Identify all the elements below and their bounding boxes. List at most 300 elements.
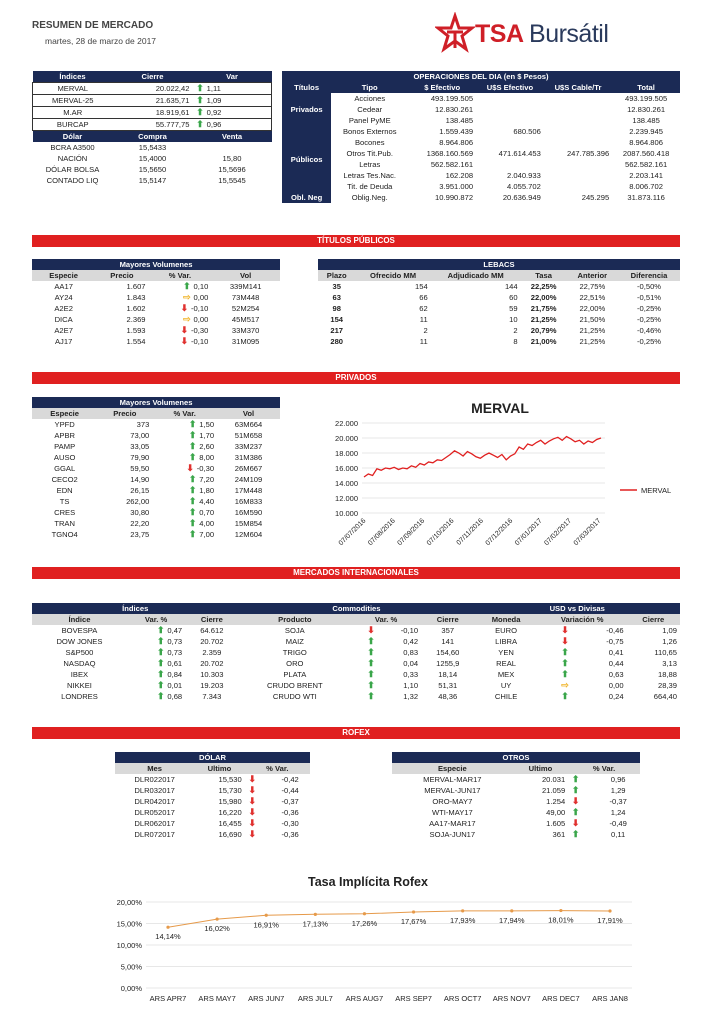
- table-row: [392, 807, 640, 818]
- col-header: Cierre: [627, 614, 680, 625]
- especie: AUSO: [53, 453, 76, 462]
- op-cable: [544, 181, 612, 192]
- arrow-cell: [245, 796, 271, 807]
- dolar-venta: 15,80: [222, 154, 242, 163]
- col-header: % Var.: [152, 408, 217, 419]
- ofrecido: 154: [415, 282, 428, 291]
- var: -0,49: [609, 819, 627, 828]
- arrow-up-icon: ⬆: [571, 829, 580, 839]
- group-title: USD vs Divisas: [474, 603, 680, 614]
- index-var: ⬆ 1,09: [196, 95, 222, 105]
- section-titulos-publicos: TÍTULOS PÚBLICOS: [32, 235, 680, 247]
- precio: 2.369: [126, 315, 146, 324]
- ultimo: 21.059: [541, 786, 566, 795]
- arrow-down-icon: ⬇: [248, 807, 256, 817]
- precio: 73,00: [130, 431, 150, 440]
- adjudicado: 10: [509, 315, 518, 324]
- op-total: 493.199.505: [624, 94, 668, 103]
- index-name: M.AR: [63, 108, 83, 117]
- table-header: [318, 270, 680, 281]
- table-row: [392, 785, 640, 796]
- indice: NIKKEI: [67, 681, 92, 690]
- moneda: YEN: [498, 648, 514, 657]
- indice-cierre: 20.702: [200, 637, 224, 646]
- arrow-up-icon: ⬆: [367, 691, 375, 701]
- dolar-venta: 15,5545: [218, 176, 246, 185]
- var: ⬆ 0,70: [188, 507, 215, 517]
- x-tick-label: ARS JUL7: [297, 994, 333, 1003]
- col-header: Precio: [97, 408, 152, 419]
- table-row: [32, 507, 280, 518]
- op-tipo: Bocones: [354, 138, 385, 147]
- table-row: [33, 83, 272, 95]
- op-cable: [544, 93, 612, 104]
- data-label: 18,01%: [548, 915, 574, 925]
- arrow-down-icon: ⬇: [571, 818, 580, 828]
- col-header: Venta: [193, 131, 272, 143]
- op-cable: [544, 126, 612, 137]
- especie: DLR052017: [134, 808, 175, 817]
- table-row: [33, 107, 272, 119]
- x-tick-label: ARS APR7: [149, 994, 187, 1003]
- table-row: [32, 314, 280, 325]
- producto-var: 0,04: [403, 659, 419, 668]
- prod-arrow: [351, 625, 378, 636]
- table-row: [282, 181, 680, 192]
- col-header: Var: [193, 71, 272, 83]
- table-row: [32, 430, 280, 441]
- arrow-down-icon: ⬇: [367, 625, 375, 635]
- vol: 52M254: [231, 304, 260, 313]
- col-header: Cierre: [113, 71, 193, 83]
- col-header: Títulos: [282, 82, 331, 93]
- arrow-cell: [568, 774, 596, 785]
- op-tipo: Cedear: [357, 105, 383, 114]
- tasa: 22,00%: [530, 293, 557, 302]
- group-label: Públicos: [282, 126, 331, 192]
- arrow-right-icon: ⇨: [183, 292, 191, 302]
- col-header: Ultimo: [194, 763, 244, 774]
- vol: 12M604: [234, 530, 263, 539]
- col-header: Dólar: [33, 131, 113, 143]
- table-row: [32, 336, 280, 347]
- precio: 1.607: [126, 282, 146, 291]
- precio: 59,50: [130, 464, 150, 473]
- table-header: [392, 763, 640, 774]
- op-efectivo: 3.951.000: [439, 182, 474, 191]
- op-cable: [544, 159, 612, 170]
- data-point: [265, 914, 268, 917]
- col-header: Vol: [217, 408, 280, 419]
- x-tick-label: ARS JAN8: [592, 994, 628, 1003]
- dolar-name: CONTADO LIQ: [46, 176, 99, 185]
- logo-star-icon: [435, 12, 475, 60]
- diferencia: -0,50%: [637, 282, 662, 291]
- data-point: [314, 913, 317, 916]
- x-tick-label: ARS MAY7: [198, 994, 236, 1003]
- especie: WTI-MAY17: [431, 808, 473, 817]
- op-cable: [544, 170, 612, 181]
- x-tick-label: ARS OCT7: [443, 994, 482, 1003]
- y-tick-label: 20.000: [335, 434, 358, 443]
- dolar-name: NACIÓN: [57, 154, 88, 163]
- internacionales-table: [32, 603, 680, 702]
- table-row: [32, 325, 280, 336]
- producto: TRIGO: [282, 648, 307, 657]
- arrow-up-icon: ⬆: [156, 669, 165, 679]
- arrow-cell: [568, 829, 596, 840]
- op-total: 2087.560.418: [622, 149, 670, 158]
- col-header: Adjudicado MM: [431, 270, 521, 281]
- anterior: 22,00%: [579, 304, 606, 313]
- col-header: Anterior: [567, 270, 618, 281]
- tasa: 20,79%: [530, 326, 557, 335]
- col-header: Producto: [239, 614, 352, 625]
- var: -0,44: [281, 786, 299, 795]
- table-row: [282, 126, 680, 137]
- op-cable: 245.295: [581, 193, 610, 202]
- table-title: DÓLAR: [115, 752, 310, 763]
- vol: 33M370: [231, 326, 260, 335]
- producto: MAIZ: [285, 637, 304, 646]
- op-tipo: Bonos Externos: [342, 127, 397, 136]
- data-point: [166, 926, 169, 929]
- vol: 24M109: [234, 475, 263, 484]
- y-tick-label: 22.000: [335, 419, 358, 428]
- precio: 1.554: [126, 337, 146, 346]
- arrow-up-icon: ⬆: [188, 518, 197, 528]
- indice: BOVESPA: [61, 626, 98, 635]
- table-row: [32, 518, 280, 529]
- var: 0,11: [611, 830, 626, 839]
- table-row: [282, 137, 680, 148]
- dolar-compra: 15,4000: [138, 154, 167, 163]
- table-row: [282, 192, 680, 203]
- op-usd: [476, 115, 544, 126]
- op-efectivo: 10.990.872: [435, 193, 474, 202]
- col-header: Variación %: [538, 614, 627, 625]
- especie: DICA: [54, 315, 73, 324]
- data-point: [608, 909, 611, 912]
- arrow-up-icon: ⬆: [367, 647, 375, 657]
- especie: DLR072017: [134, 830, 175, 839]
- arrow-down-icon: ⬇: [248, 818, 256, 828]
- arrow-down-icon: ⬇: [561, 636, 569, 646]
- table-row: [32, 496, 280, 507]
- data-point: [510, 909, 513, 912]
- tasa-implicita-chart: [100, 868, 660, 1018]
- moneda: REAL: [496, 659, 517, 668]
- op-cable: 247.785.396: [566, 149, 610, 158]
- moneda: UY: [500, 681, 512, 690]
- ultimo: 20.031: [541, 775, 566, 784]
- op-total: 8.964.806: [629, 138, 663, 147]
- var: 1,24: [610, 808, 626, 817]
- group-title: Commodities: [239, 603, 475, 614]
- x-tick-label: 07/01/2017: [513, 517, 544, 548]
- var: 0,96: [610, 775, 626, 784]
- moneda-cierre: 664,40: [653, 692, 677, 701]
- chart-title: MERVAL: [471, 400, 529, 416]
- col-header: Vol: [211, 270, 280, 281]
- table-title: OTROS: [392, 752, 640, 763]
- op-usd: 2.040.933: [507, 171, 541, 180]
- col-header: Plazo: [318, 270, 355, 281]
- x-tick-label: ARS SEP7: [395, 994, 432, 1003]
- var: -0,36: [281, 808, 299, 817]
- op-cable: [544, 104, 612, 115]
- table-row: [282, 115, 680, 126]
- table-row: [392, 818, 640, 829]
- precio: 79,90: [130, 453, 150, 462]
- operaciones-header: [282, 82, 680, 93]
- logo-bursatil: Bursátil: [529, 20, 609, 48]
- arrow-cell: [245, 829, 271, 840]
- precio: 1.843: [126, 293, 146, 302]
- col-header: Total: [612, 82, 680, 93]
- x-tick-label: ARS JUN7: [248, 994, 285, 1003]
- moneda-var: 0,00: [608, 681, 624, 690]
- rofex-dolar-table: [115, 752, 310, 840]
- precio: 26,15: [130, 486, 150, 495]
- indice-var: ⬆ 0,84: [156, 669, 183, 679]
- vol: 51M658: [234, 431, 263, 440]
- arrow-up-icon: ⬆: [188, 441, 197, 451]
- vol: 16M590: [234, 508, 263, 517]
- indice: S&P500: [65, 648, 94, 657]
- especie: CECO2: [51, 475, 78, 484]
- op-efectivo: 1368.160.569: [426, 149, 474, 158]
- table-row: [115, 785, 310, 796]
- especie: APBR: [54, 431, 75, 440]
- prod-arrow: [351, 658, 378, 669]
- data-label: 17,26%: [351, 918, 378, 928]
- col-header: Cierre: [185, 614, 238, 625]
- vol: 63M664: [234, 420, 263, 429]
- legend-label: MERVAL: [641, 486, 672, 495]
- x-tick-label: 07/07/2016: [337, 517, 368, 548]
- op-total: 8.006.702: [629, 182, 663, 191]
- producto-var: 1,32: [403, 692, 419, 701]
- ofrecido: 62: [419, 304, 428, 313]
- precio: 22,20: [130, 519, 150, 528]
- indice: IBEX: [70, 670, 89, 679]
- x-tick-label: 07/08/2016: [367, 517, 397, 548]
- indice-var: ⬆ 0,68: [156, 691, 183, 701]
- indice-cierre: 10.303: [200, 670, 224, 679]
- especie: MERVAL-JUN17: [424, 786, 481, 795]
- arrow-up-icon: ⬆: [188, 485, 197, 495]
- adjudicado: 144: [504, 282, 518, 291]
- arrow-up-icon: ⬆: [188, 419, 197, 429]
- precio: 33,05: [130, 442, 150, 451]
- dolar-venta: 15,5696: [218, 165, 246, 174]
- data-point: [363, 912, 366, 915]
- table-row: [282, 148, 680, 159]
- arrow-down-icon: ⬇: [180, 325, 189, 335]
- moneda-var: -0,75: [606, 637, 624, 646]
- op-tipo: Otros Tit.Pub.: [346, 149, 393, 158]
- arrow-up-icon: ⬆: [183, 281, 191, 291]
- arrow-up-icon: ⬆: [367, 658, 375, 668]
- anterior: 21,50%: [579, 315, 606, 324]
- y-tick-label: 10.000: [335, 509, 358, 518]
- op-tipo: Tit. de Deuda: [347, 182, 393, 191]
- especie: DLR032017: [134, 786, 175, 795]
- moneda-cierre: 3,13: [662, 659, 677, 668]
- arrow-down-icon: ⬇: [248, 785, 256, 795]
- x-tick-label: ARS DEC7: [542, 994, 580, 1003]
- op-total: 2.203.141: [629, 171, 663, 180]
- diferencia: -0,25%: [637, 315, 662, 324]
- arrow-up-icon: ⬆: [571, 774, 580, 784]
- table-row: [282, 170, 680, 181]
- especie: DLR042017: [134, 797, 175, 806]
- diferencia: -0,25%: [637, 337, 662, 346]
- op-usd: 471.614.453: [498, 149, 541, 158]
- arrow-down-icon: ⬇: [180, 303, 189, 313]
- ultimo: 1.605: [546, 819, 566, 828]
- var: -0,37: [281, 797, 299, 806]
- table-row: [115, 818, 310, 829]
- arrow-up-icon: ⬆: [188, 474, 197, 484]
- moneda-var: 0,44: [608, 659, 624, 668]
- dolar-venta: [193, 142, 272, 153]
- diferencia: -0,25%: [637, 304, 662, 313]
- var: -0,37: [609, 797, 627, 806]
- precio: 23,75: [130, 530, 150, 539]
- producto-var: 0,83: [403, 648, 419, 657]
- var: ⬆ 1,50: [188, 419, 215, 429]
- arrow-up-icon: ⬆: [367, 636, 375, 646]
- y-tick-label: 20,00%: [116, 898, 142, 907]
- var: ⬆ 8,00: [188, 452, 215, 462]
- var: -0,36: [281, 830, 299, 839]
- col-header: Moneda: [474, 614, 537, 625]
- col-header: Especie: [32, 408, 97, 419]
- producto: SOJA: [284, 626, 305, 635]
- producto-var: -0,10: [400, 626, 419, 635]
- producto-cierre: 154,60: [436, 648, 460, 657]
- merval-series-line: [364, 437, 601, 478]
- diferencia: -0,46%: [637, 326, 662, 335]
- tasa-series-line: [168, 911, 610, 928]
- producto: PLATA: [283, 670, 307, 679]
- table-row: [32, 303, 280, 314]
- indice-var: ⬆ 0,01: [156, 680, 183, 690]
- producto-var: 1,10: [403, 681, 419, 690]
- privados-volumenes-table: [32, 397, 280, 540]
- especie: A2E2: [54, 304, 73, 313]
- var: 1,29: [610, 786, 626, 795]
- ofrecido: 11: [419, 337, 428, 346]
- anterior: 22,51%: [579, 293, 606, 302]
- table-title: LEBACS: [318, 259, 680, 270]
- table-row: [32, 691, 680, 702]
- producto: ORO: [286, 659, 304, 668]
- indice-cierre: 20.702: [200, 659, 224, 668]
- table-row: [318, 292, 680, 303]
- op-efectivo: 562.582.161: [430, 160, 474, 169]
- arrow-cell: [245, 807, 271, 818]
- indice-cierre: 19.203: [200, 681, 224, 690]
- table-row: [115, 807, 310, 818]
- table-row: [282, 93, 680, 104]
- indice-cierre: 7.343: [202, 692, 222, 701]
- especie: TS: [59, 497, 70, 506]
- arrow-cell: [245, 774, 271, 785]
- col-header: % Var.: [149, 270, 212, 281]
- especie: TGNO4: [51, 530, 78, 539]
- plazo: 35: [332, 282, 341, 291]
- table-row: [32, 419, 280, 430]
- vol: 73M448: [231, 293, 260, 302]
- table-row: [115, 774, 310, 785]
- x-tick-label: 07/09/2016: [396, 517, 427, 548]
- index-name: MERVAL-25: [51, 96, 94, 105]
- arrow-down-icon: ⬇: [248, 774, 256, 784]
- moneda-cierre: 28,39: [657, 681, 677, 690]
- table-row: [318, 325, 680, 336]
- arrow-up-icon: ⬆: [188, 507, 197, 517]
- plazo: 154: [330, 315, 344, 324]
- arrow-down-icon: ⬇: [561, 625, 569, 635]
- tasa: 22,25%: [530, 282, 557, 291]
- group-label: Obl. Neg: [282, 192, 331, 203]
- especie: AA17-MAR17: [429, 819, 476, 828]
- var: ⬆ 7,00: [188, 529, 215, 539]
- mon-arrow: [538, 636, 573, 647]
- indice-var: ⬆ 0,73: [156, 636, 183, 646]
- arrow-cell: [568, 796, 596, 807]
- moneda: LIBRA: [495, 637, 518, 646]
- op-total: 31.873.116: [627, 193, 665, 202]
- table-row: [33, 95, 272, 107]
- ultimo: 15,730: [218, 786, 242, 795]
- table-row: [32, 658, 680, 669]
- col-header: Cierre: [421, 614, 474, 625]
- tasa: 21,00%: [530, 337, 557, 346]
- table-row: [318, 303, 680, 314]
- arrow-up-icon: ⬆: [188, 430, 197, 440]
- precio: 1.602: [126, 304, 146, 313]
- arrow-up-icon: ⬆: [367, 669, 375, 679]
- especie: TRAN: [54, 519, 75, 528]
- col-header: Ultimo: [513, 763, 569, 774]
- arrow-down-icon: ⬇: [186, 463, 194, 473]
- op-usd: 4.055.702: [507, 182, 541, 191]
- op-usd: [476, 159, 544, 170]
- ultimo: 49,00: [546, 808, 566, 817]
- vol: 45M517: [231, 315, 260, 324]
- arrow-right-icon: ⇨: [183, 314, 191, 324]
- arrow-up-icon: ⬆: [367, 680, 375, 690]
- op-tipo: Panel PyME: [348, 116, 391, 125]
- col-header: Tasa: [521, 270, 567, 281]
- section-rofex: ROFEX: [32, 727, 680, 739]
- especie: CRES: [54, 508, 76, 517]
- data-label: 17,91%: [597, 915, 623, 925]
- op-cable: [544, 115, 612, 126]
- moneda-var: 0,41: [608, 648, 624, 657]
- section-mercados-internacionales: MERCADOS INTERNACIONALES: [32, 567, 680, 579]
- dolar-name: DÓLAR BOLSA: [45, 165, 100, 174]
- arrow-up-icon: ⬆: [561, 691, 569, 701]
- mon-arrow: [538, 691, 573, 702]
- y-tick-label: 0,00%: [120, 984, 142, 993]
- var: -0,30: [281, 819, 299, 828]
- index-var: ⬆ 1,11: [196, 83, 221, 93]
